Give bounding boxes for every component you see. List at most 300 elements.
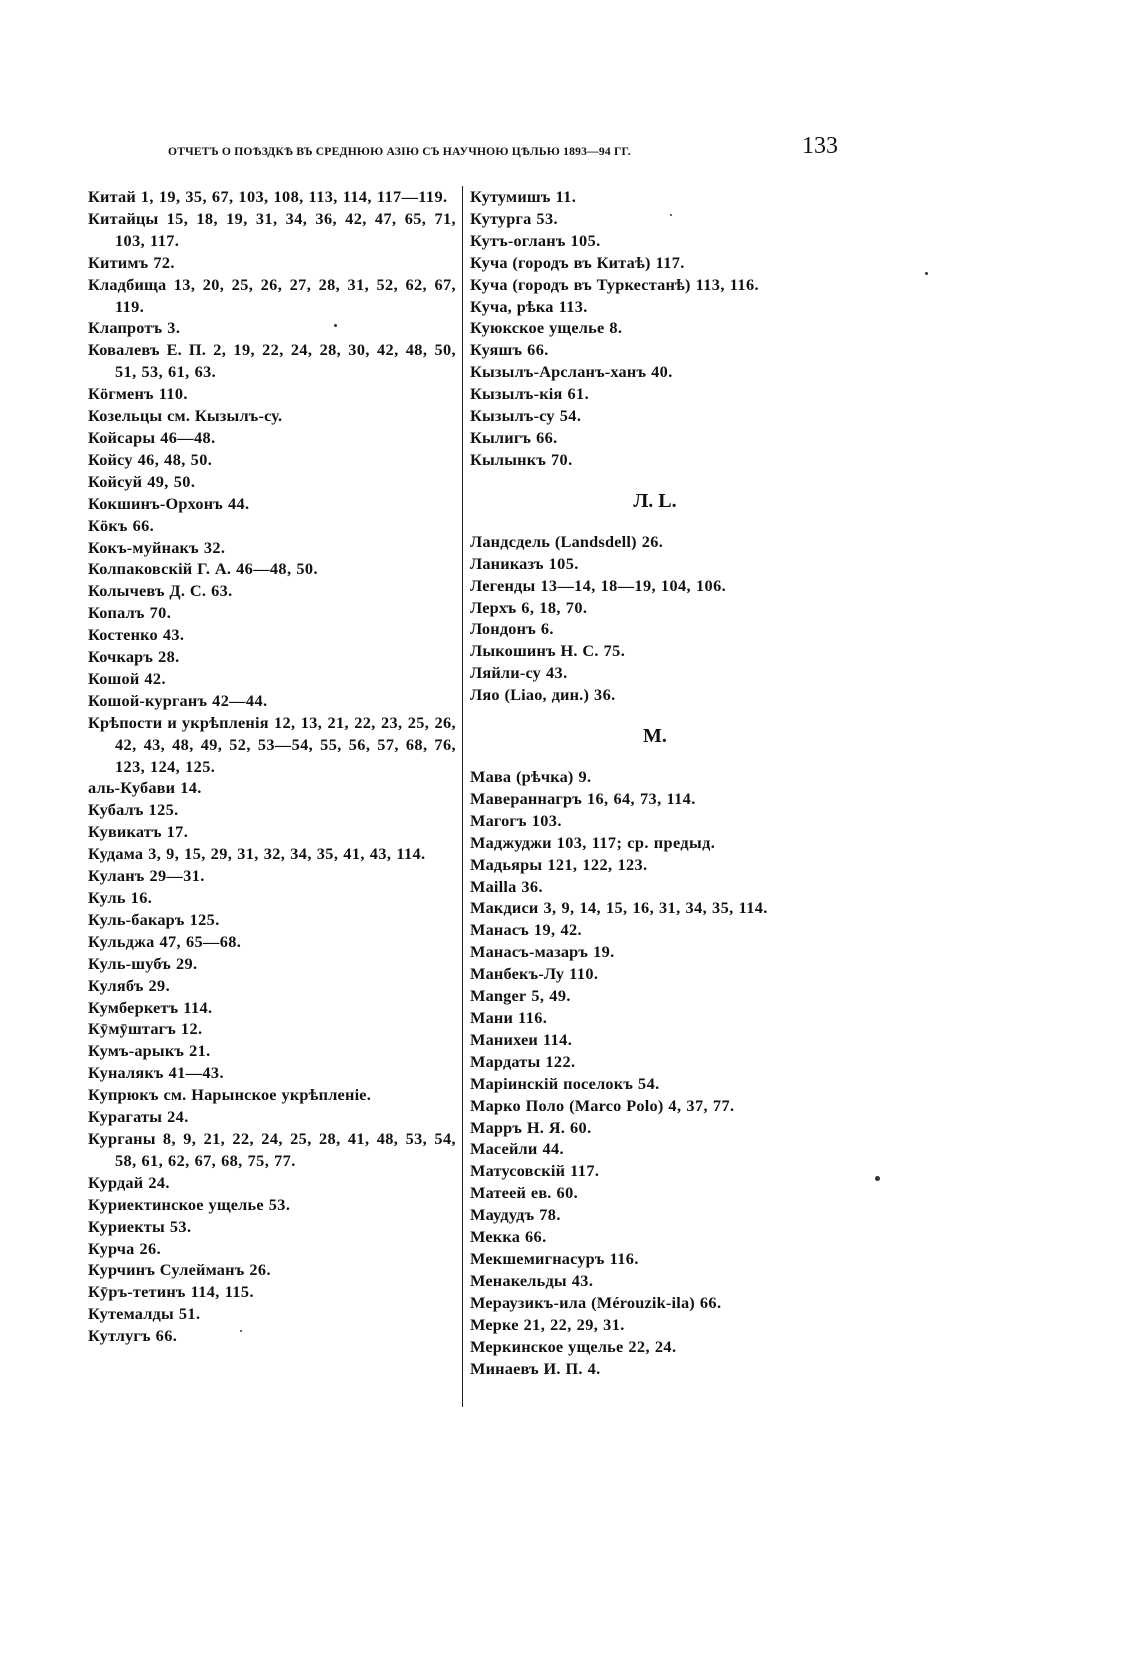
index-headword: Китайцы — [88, 208, 159, 228]
index-entry — [88, 799, 456, 821]
index-entry — [470, 1051, 870, 1073]
index-headword: Кылигъ — [470, 427, 532, 447]
index-entry — [88, 821, 456, 843]
index-page-refs: 15, 18, 19, 31, 34, 36, 42, 47, 65, 71, 103, 117. — [115, 208, 456, 250]
index-entry — [470, 1138, 870, 1160]
index-entry — [88, 668, 456, 690]
index-headword: Курдай — [88, 1172, 144, 1192]
index-headword: Клапротъ — [88, 318, 163, 338]
index-entry — [88, 580, 456, 602]
index-headword: аль-Кубави — [88, 778, 176, 798]
index-headword: Койсары — [88, 427, 156, 447]
index-entry — [88, 931, 456, 953]
index-entry — [88, 1084, 456, 1106]
index-headword: Курганы — [88, 1128, 156, 1148]
index-page-refs: 43. — [566, 1270, 594, 1290]
index-headword: Куриекты — [88, 1216, 165, 1236]
index-headword: Курча — [88, 1238, 135, 1258]
index-page-refs: 19, 42. — [528, 920, 582, 940]
index-column-left — [88, 186, 456, 1347]
index-headword: Лыкошинъ Н. С. — [470, 641, 599, 661]
index-entry — [470, 252, 870, 274]
index-headword: Легенды — [470, 575, 536, 595]
index-headword: Кочкаръ — [88, 647, 154, 667]
index-entry — [88, 1216, 456, 1238]
index-headword: Кызылъ-су — [470, 406, 555, 426]
index-page-refs: 28. — [153, 647, 180, 667]
index-headword: Костенко — [88, 625, 158, 645]
index-headword: Маджуджи — [470, 832, 552, 852]
index-headword: Manger — [470, 986, 527, 1006]
index-entry — [470, 296, 870, 318]
index-entry — [470, 274, 870, 296]
index-headword: Кошой — [88, 668, 140, 688]
index-entry — [88, 515, 456, 537]
index-headword: Манбекъ-Лу — [470, 964, 565, 984]
index-headword: Мани — [470, 1008, 514, 1027]
index-entry — [470, 919, 870, 941]
index-headword: Куча, рѣка — [470, 296, 554, 316]
index-headword: Кӯръ-тетинъ — [88, 1282, 186, 1302]
index-page-refs: 13—14, 18—19, 104, 106. — [535, 575, 727, 595]
index-entry — [470, 1270, 870, 1292]
index-entry — [470, 766, 870, 788]
index-headword: Масейли — [470, 1139, 538, 1159]
index-page-refs: 12, 13, 21, 22, 23, 25, 26, 42, 43, 48, 49, 52, 53—54, 55, 56, 57, 68, 76, 123, 124, 125. — [115, 712, 457, 776]
index-entry — [470, 383, 870, 405]
index-headword: Кокъ-муйнакъ — [88, 537, 199, 557]
index-page-refs: 116. — [513, 1008, 548, 1027]
index-headword: Лерхъ — [470, 597, 517, 617]
index-headword: Кылынкъ — [470, 449, 547, 469]
index-entry — [88, 405, 456, 427]
index-entry — [470, 575, 870, 597]
index-page-refs: 113, 116. — [690, 274, 759, 294]
index-headword: Куча (городъ въ Туркестанѣ) — [470, 274, 691, 294]
index-entry — [470, 186, 870, 208]
index-page-refs: 53. — [164, 1216, 192, 1236]
index-page-refs: 24. — [162, 1107, 189, 1127]
index-page-refs: 125. — [184, 909, 220, 929]
index-headword: Ковалевъ Е. П. — [88, 340, 207, 360]
index-headword: Мавераннагръ — [470, 788, 582, 808]
index-page-refs: 36. — [589, 685, 616, 705]
index-entry — [88, 712, 456, 778]
index-page-refs: 11. — [550, 187, 577, 206]
index-headword: Кладбища — [88, 274, 167, 294]
index-headword: Меркинское ущелье — [470, 1336, 624, 1356]
index-entry — [470, 1336, 870, 1358]
index-headword: Куюкское ущелье — [470, 318, 605, 338]
index-headword: Ляйли-су — [470, 663, 542, 683]
index-page-refs: 29. — [171, 953, 198, 973]
index-entry — [470, 963, 870, 985]
index-headword: Макдиси — [470, 898, 539, 918]
index-headword: Кутлугъ — [88, 1326, 151, 1346]
index-entry — [470, 854, 870, 876]
index-headword: Кувикатъ — [88, 822, 162, 842]
index-headword: Маудудъ — [470, 1205, 535, 1225]
index-entry — [470, 810, 870, 832]
index-entry — [470, 941, 870, 963]
index-page-refs: 13, 20, 25, 26, 27, 28, 31, 52, 62, 67, 119. — [115, 274, 456, 316]
index-headword: Кутъ-огланъ — [470, 230, 566, 250]
index-page-refs: 66. — [150, 1326, 178, 1346]
index-entry — [88, 1062, 456, 1084]
index-entry — [470, 339, 870, 361]
index-page-refs: 103, 117; ср. предыд. — [551, 832, 716, 852]
index-headword: Мерке — [470, 1314, 519, 1334]
index-entry — [470, 684, 870, 706]
index-headword: Кулябъ — [88, 975, 144, 995]
index-headword: Кутемалды — [88, 1304, 174, 1324]
index-headword: Мекшемигнасуръ — [470, 1248, 605, 1268]
index-headword: Кызылъ-Арсланъ-ханъ — [470, 362, 647, 382]
index-page-refs: 63. — [206, 581, 233, 601]
scan-speck — [670, 214, 672, 216]
index-entry — [88, 690, 456, 712]
index-headword: Ланиказъ — [470, 553, 544, 573]
index-entry — [470, 1029, 870, 1051]
index-headword: Кокшинъ-Орхонъ — [88, 493, 223, 513]
index-entry — [88, 843, 456, 865]
index-page-refs: 54. — [554, 406, 582, 426]
index-page-refs: 70. — [144, 603, 172, 623]
index-entry — [88, 383, 456, 405]
entry-group-l — [470, 531, 870, 706]
index-entry — [88, 274, 456, 318]
index-headword: Кӯмӯштагъ — [88, 1019, 176, 1039]
index-entry — [470, 230, 870, 252]
index-page-refs: 103. — [526, 810, 562, 830]
index-entry — [470, 788, 870, 810]
index-headword: Кудама — [88, 844, 144, 864]
index-entry — [470, 640, 870, 662]
index-headword: Лондонъ — [470, 619, 536, 639]
section-heading-l: Л. L. — [633, 489, 677, 512]
index-page-refs: 8, 9, 21, 22, 24, 25, 28, 41, 48, 53, 54, 58, 61, 62, 67, 68, 75, 77. — [115, 1128, 456, 1170]
index-page-refs: 3. — [162, 318, 181, 338]
index-page-refs: 60. — [551, 1183, 579, 1203]
index-headword: Маріинскій поселокъ — [470, 1073, 634, 1093]
index-page-refs: 72. — [148, 252, 175, 272]
index-page-refs: 49, 50. — [142, 471, 196, 491]
index-entry — [470, 553, 870, 575]
index-entry — [470, 1073, 870, 1095]
index-headword: Кызылъ-кія — [470, 384, 563, 404]
index-entry — [88, 339, 456, 383]
index-headword: Мераузикъ-ила (Mérouzik-ila) — [470, 1292, 695, 1312]
index-headword: Минаевъ И. П. — [470, 1358, 583, 1378]
index-headword: Куланъ — [88, 866, 145, 886]
index-page-refs: 41—43. — [163, 1063, 224, 1083]
index-page-refs: 53. — [263, 1194, 291, 1214]
index-page-refs: 17. — [161, 822, 189, 842]
scan-speck — [925, 272, 928, 275]
index-entry — [88, 252, 456, 274]
index-page-refs: 66. — [520, 1227, 547, 1247]
index-page-refs: 2, 19, 22, 24, 28, 30, 42, 48, 50, 51, 53, 61, 63. — [115, 340, 457, 382]
index-entry — [470, 618, 870, 640]
index-headword: Кутумишъ — [470, 187, 551, 206]
index-headword: Ляо (Liao, дин.) — [470, 685, 590, 705]
index-entry — [88, 887, 456, 909]
index-headword: Мекка — [470, 1227, 521, 1247]
index-page-refs: 47, 65—68. — [154, 931, 242, 951]
index-headword: Магогъ — [470, 810, 527, 830]
index-headword: Копалъ — [88, 603, 145, 623]
index-page-refs: 53. — [531, 208, 558, 228]
index-entry — [88, 975, 456, 997]
index-headword: Колпаковскій Г. А. — [88, 559, 232, 579]
index-entry — [470, 1007, 870, 1029]
index-headword: Куяшъ — [470, 340, 523, 360]
index-headword: Мардаты — [470, 1051, 541, 1071]
index-headword: Марръ Н. Я. — [470, 1117, 566, 1137]
index-headword: Кумъ-арыкъ — [88, 1041, 185, 1061]
index-page-refs: 4, 37, 77. — [663, 1095, 735, 1115]
index-page-refs: 114, 115. — [185, 1282, 254, 1302]
index-page-refs: 14. — [175, 778, 202, 798]
index-page-refs: 121, 122, 123. — [542, 854, 648, 874]
entry-group-k — [470, 186, 870, 471]
index-page-refs: 21, 22, 29, 31. — [518, 1314, 625, 1334]
index-entry — [88, 1040, 456, 1062]
index-page-refs: 60. — [565, 1117, 592, 1137]
index-page-refs: 5, 49. — [526, 986, 571, 1006]
index-entry — [88, 1106, 456, 1128]
index-page-refs: 78. — [534, 1205, 561, 1225]
index-page-refs: 22, 24. — [623, 1336, 677, 1356]
scan-speck — [334, 324, 337, 327]
index-entry — [470, 1248, 870, 1270]
index-entry — [88, 537, 456, 559]
index-headword: Куналякъ — [88, 1063, 164, 1083]
index-entry — [470, 1204, 870, 1226]
index-entry — [88, 449, 456, 471]
index-entry — [88, 1303, 456, 1325]
index-page-refs: 6, 18, 70. — [516, 597, 588, 617]
index-page-refs: 19. — [588, 942, 615, 962]
index-page-refs: 114. — [178, 997, 213, 1017]
scan-speck — [875, 1176, 880, 1181]
index-entry — [470, 449, 870, 471]
index-headword: Мадьяры — [470, 854, 543, 874]
index-entry — [88, 909, 456, 931]
index-entry — [88, 602, 456, 624]
index-headword: Китимъ — [88, 252, 149, 272]
scan-speck — [240, 1330, 242, 1332]
index-page-refs: 43. — [541, 663, 568, 683]
index-page-refs: 26. — [244, 1260, 271, 1280]
index-headword: Колычевъ Д. С. — [88, 581, 207, 601]
index-entry — [470, 405, 870, 427]
index-headword: Матеей ев. — [470, 1183, 552, 1203]
index-page-refs: 46—48. — [155, 427, 216, 447]
index-page-refs: 114. — [538, 1029, 573, 1049]
index-entry — [88, 1194, 456, 1216]
index-page-refs: 46—48, 50. — [231, 559, 318, 579]
index-entry — [470, 985, 870, 1007]
index-page-refs: 51. — [173, 1304, 201, 1324]
index-page-refs: 54. — [633, 1073, 660, 1093]
index-headword: Манихеи — [470, 1029, 539, 1049]
index-entry — [88, 777, 456, 799]
index-page-refs: 21. — [184, 1041, 211, 1061]
index-page-refs: 113. — [553, 296, 588, 316]
index-headword: Куль — [88, 888, 126, 907]
index-page-refs: 70. — [546, 449, 573, 469]
index-page-refs: 16. — [125, 888, 153, 907]
index-page-refs: 6. — [535, 619, 554, 639]
index-entry — [470, 361, 870, 383]
index-page-refs: 36. — [516, 876, 543, 896]
index-page-refs: 75. — [598, 641, 626, 661]
index-entry — [470, 1095, 870, 1117]
index-page-refs: 66. — [127, 515, 155, 535]
index-headword: Курчинъ Сулейманъ — [88, 1260, 245, 1280]
index-page-refs: 4. — [582, 1358, 601, 1378]
index-headword: Куль-шубъ — [88, 953, 171, 973]
index-entry — [88, 558, 456, 580]
running-title: ОТЧЕТЪ О ПОѢЗДКѢ ВЪ СРЕДНЮЮ АЗІЮ СЪ НАУЧНОЮ ЦѢЛЬЮ 1893—94 ГГ. — [168, 145, 631, 158]
index-page-refs: 66. — [522, 340, 549, 360]
index-headword: Мава (рѣчка) — [470, 767, 574, 787]
index-entry — [88, 1325, 456, 1347]
index-headword: Кöгменъ — [88, 384, 154, 404]
index-page-refs: 40. — [646, 362, 673, 382]
index-headword: Марко Поло (Marco Polo) — [470, 1095, 664, 1115]
index-page-refs: 1, 19, 35, 67, 103, 108, 113, 114, 117—119. — [135, 187, 448, 206]
index-entry — [88, 953, 456, 975]
index-entry — [88, 646, 456, 668]
index-entry — [88, 471, 456, 493]
index-entry — [88, 1281, 456, 1303]
index-entry — [88, 1259, 456, 1281]
page-number: 133 — [802, 133, 838, 159]
index-entry — [470, 208, 870, 230]
index-headword: Кöкъ — [88, 515, 128, 535]
index-page-refs: 116. — [604, 1248, 639, 1268]
index-entry — [470, 876, 870, 898]
index-headword: Китай — [88, 187, 136, 206]
section-heading-m: М. — [643, 725, 667, 748]
index-headword: Матусовскій — [470, 1161, 566, 1181]
index-entry — [88, 317, 456, 339]
index-headword: Кутурга — [470, 208, 532, 228]
index-entry — [470, 597, 870, 619]
index-headword: Купрюкъ см. Нарынское укрѣпленіе. — [88, 1085, 371, 1105]
index-headword: Менакельды — [470, 1270, 567, 1290]
index-entry — [88, 624, 456, 646]
index-headword: Куча (городъ въ Китаѣ) — [470, 252, 651, 272]
index-page-refs: 43. — [157, 625, 185, 645]
index-entry — [88, 186, 456, 208]
index-page-refs: 29. — [143, 975, 171, 995]
index-entry — [470, 1117, 870, 1139]
index-headword: Куль-бакаръ — [88, 909, 185, 929]
index-entry — [88, 1018, 456, 1040]
index-page-refs: 122. — [540, 1051, 576, 1071]
column-divider — [462, 186, 463, 1407]
index-page-refs: 44. — [223, 493, 250, 513]
index-entry — [88, 1238, 456, 1260]
index-page-refs: 61. — [562, 384, 590, 404]
index-entry — [470, 317, 870, 339]
index-entry — [88, 997, 456, 1019]
index-entry — [88, 865, 456, 887]
index-entry — [88, 1172, 456, 1194]
index-page-refs: 110. — [153, 384, 188, 404]
index-page-refs: 105. — [543, 553, 579, 573]
index-entry — [88, 208, 456, 252]
index-entry — [470, 1292, 870, 1314]
index-entry — [470, 897, 870, 919]
index-headword: Козельцы см. Кызылъ-су. — [88, 406, 283, 426]
index-page-refs: 24. — [143, 1172, 170, 1192]
index-headword: Крѣпости и укрѣпленія — [88, 712, 269, 732]
index-page-refs: 9. — [573, 767, 592, 787]
index-headword: Кульджа — [88, 931, 155, 951]
index-entry — [88, 493, 456, 515]
index-page-refs: 26. — [636, 531, 664, 551]
index-page-refs: 3, 9, 15, 29, 31, 32, 34, 35, 41, 43, 114. — [143, 844, 426, 864]
index-entry — [470, 832, 870, 854]
index-page-refs: 3, 9, 14, 15, 16, 31, 34, 35, 114. — [538, 898, 768, 918]
index-page-refs: 16, 64, 73, 114. — [581, 788, 696, 808]
index-entry — [470, 427, 870, 449]
index-page-refs: 110. — [564, 964, 599, 984]
index-page-refs: 32. — [198, 537, 226, 557]
index-headword: Курагаты — [88, 1107, 163, 1127]
index-entry — [88, 427, 456, 449]
index-page-refs: 117. — [650, 252, 685, 272]
index-headword: Кумберкетъ — [88, 997, 179, 1017]
index-page-refs: 66. — [531, 427, 558, 447]
index-page-refs: 66. — [694, 1292, 722, 1312]
index-page-refs: 117. — [565, 1161, 600, 1181]
index-column-right — [470, 186, 870, 1379]
index-entry — [88, 1128, 456, 1172]
index-page-refs: 42. — [139, 668, 166, 688]
index-headword: Кубалъ — [88, 800, 144, 820]
index-headword: Mailla — [470, 876, 517, 896]
index-entry — [470, 1160, 870, 1182]
index-entry — [470, 531, 870, 553]
index-headword: Манасъ — [470, 920, 529, 940]
index-headword: Койсуй — [88, 471, 143, 491]
index-entry — [470, 1226, 870, 1248]
index-entry — [470, 1314, 870, 1336]
index-entry — [470, 1358, 870, 1380]
index-page-refs: 42—44. — [207, 690, 268, 710]
index-headword: Кошой-курганъ — [88, 690, 208, 710]
index-headword: Ландсдель (Landsdell) — [470, 531, 637, 551]
index-entry — [470, 1182, 870, 1204]
index-entry — [470, 662, 870, 684]
index-page-refs: 26. — [134, 1238, 162, 1258]
index-headword: Койсу — [88, 449, 133, 469]
index-page-refs: 105. — [565, 230, 601, 250]
index-page-refs: 12. — [175, 1019, 203, 1039]
index-page-refs: 44. — [537, 1139, 564, 1159]
index-headword: Манасъ-мазаръ — [470, 942, 589, 962]
index-headword: Куриектинское ущелье — [88, 1194, 264, 1214]
index-page-refs: 29—31. — [144, 866, 205, 886]
index-page-refs: 46, 48, 50. — [132, 449, 213, 469]
entry-group-m — [470, 766, 870, 1379]
index-page-refs: 125. — [143, 800, 179, 820]
